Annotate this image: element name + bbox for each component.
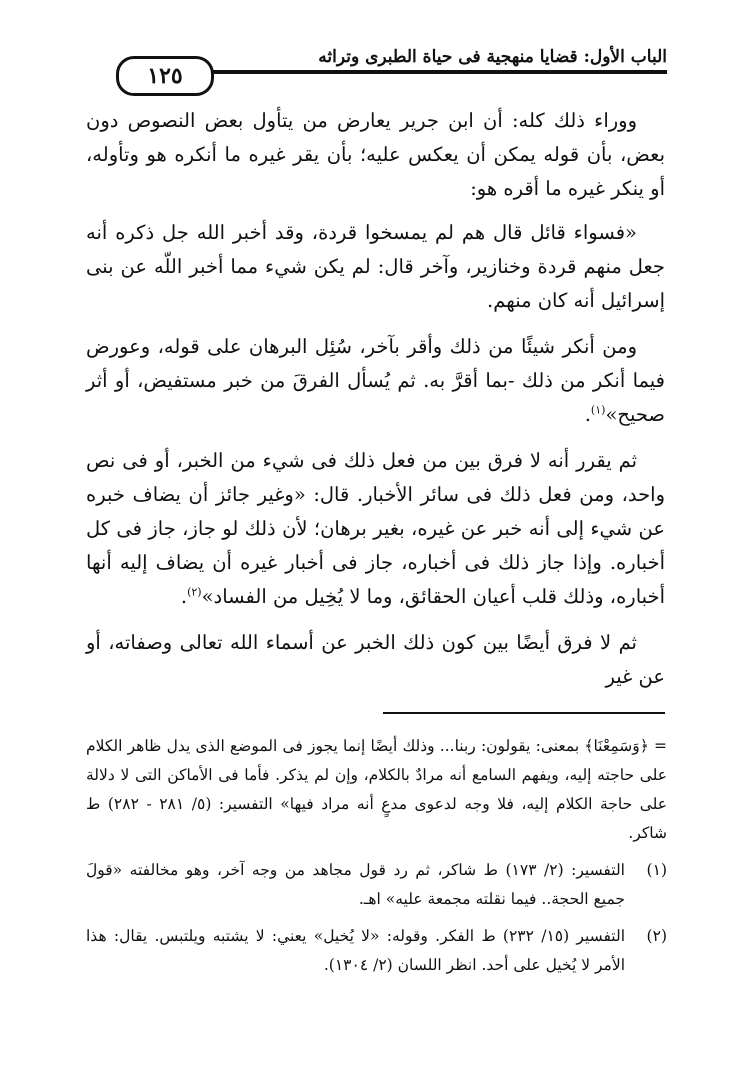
paragraph: [86, 444, 665, 614]
footnote-item: [86, 922, 667, 980]
paragraph: [86, 330, 665, 432]
paragraph: ثم لا فرق أيضًا بين كون ذلك الخبر عن أسماء الله تعالى وصفاته، أو عن غير: [86, 631, 665, 688]
paragraph-text: ثم يقرر أنه لا فرق بين من فعل ذلك فى شيء من الخبر، أو فى نص واحد، ومن فعل ذلك فى سائر الأخبار. قال: «وغير جائز أن يضاف خبره عن شيء إلى أنه خبر عن غيره، بغير برهان؛ لأن ذلك لو جاز، جاز فى كل أخباره. وإذا جاز ذلك فى أخباره، جاز فى أخبار غيره أن يضاف إليه أنها أخباره، وذلك قلب أعيان الحقائق، وما لا يُخِيل من الفساد»: [86, 449, 665, 608]
footnote-number: (٢): [646, 927, 667, 945]
period: .: [180, 585, 188, 608]
footnote-number: (١): [646, 861, 667, 879]
main-text: [86, 104, 665, 706]
paragraph-text: «فسواء قائل قال هم لم يمسخوا قردة، وقد أخبر الله جل ذكره أنه جعل منهم قردة وخنازير، وآخر قال: لم يكن شيء مما أخبر اللّه عن بنى إسرائيل أنه كان منهم.: [86, 221, 665, 312]
page-number: ١٢٥: [116, 56, 214, 96]
footnote-rule: [383, 712, 665, 714]
footnote-continuation: = ﴿وَسَمِعْنَا﴾ بمعنى: يقولون: ربنا... وذلك أيضًا إنما يجوز فى الموضع الذى يدل ظاهر الكلام على حاجته إليه، ويفهم السامع أنه مرادٌ بالكلام، وإن لم يذكر. فأما فى الأماكن التى لا دلالة على حاجة الكلام إليه، فلا وجه لدعوى مدعٍ أنه مراد فيها» التفسير: (٥/ ٢٨١ - ٢٨٢) ط شاكر.: [86, 737, 667, 842]
footnote-ref: (٢): [187, 585, 202, 599]
period: .: [584, 403, 591, 426]
paragraph: ووراء ذلك كله: أن ابن جرير يعارض من يتأول بعض النصوص دون بعض، بأن قوله يمكن أن يعكس عليه؛ بأن يقر غيره ما أنكره هو وتأوله، أو ينكر غيره ما أقره هو:: [86, 109, 665, 200]
footnotes: [86, 732, 667, 988]
footnote-text: التفسير (١٥/ ٢٣٢) ط الفكر. وقوله: «لا يُخيل» يعني: لا يشتبه ويلتبس. يقال: هذا الأمر لا يُخيل على أحد. انظر اللسان (٢/ ١٣٠٤).: [86, 927, 625, 974]
paragraph-text: ومن أنكر شيئًا من ذلك وأقر بآخر، سُئِل البرهان على قوله، وعورض فيما أنكر من ذلك -بما أقرَّ به. ثم يُسأل الفرقَ من خبر مستفيض، أو أثر صحيح»: [86, 335, 665, 426]
footnote-text: التفسير: (٢/ ١٧٣) ط شاكر، ثم رد قول مجاهد من وجه آخر، وهو مخالفته «قولَ جميع الحجة.. فيما نقلته مجمعة عليه» اهـ.: [86, 861, 625, 908]
paragraph: [86, 216, 665, 318]
footnote-item: [86, 856, 667, 914]
running-head: الباب الأول: قضايا منهجية فى حياة الطبرى وتراثه: [318, 47, 667, 67]
footnote-ref: (١): [590, 403, 606, 417]
